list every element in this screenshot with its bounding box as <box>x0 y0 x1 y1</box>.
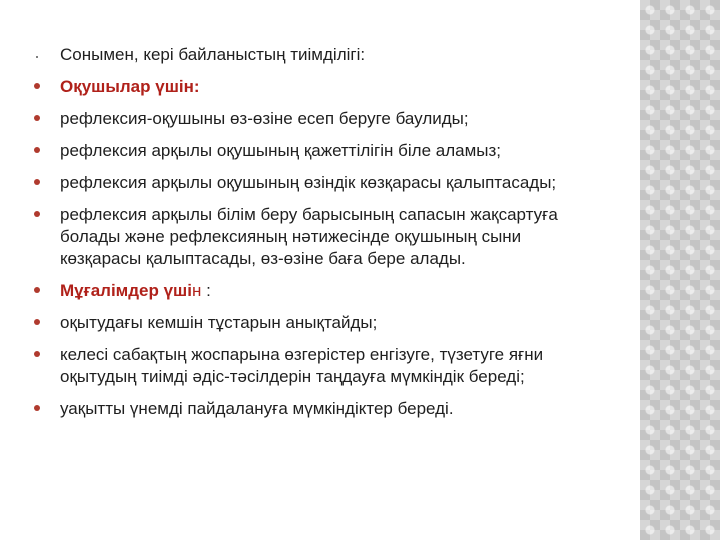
list-item <box>32 344 602 388</box>
bullet-dot-icon <box>34 115 40 121</box>
list-item-text: Сонымен, кері байланыстың тиімділігі: <box>60 45 366 64</box>
heading-teachers-normal: н <box>191 281 202 300</box>
list-item <box>32 312 602 334</box>
list-item-text: рефлексия арқылы оқушының қажеттілігін біле аламыз; <box>60 141 501 160</box>
bullet-dot-icon <box>34 83 40 89</box>
bullet-dot-icon <box>34 179 40 185</box>
bullet-dot-icon <box>34 287 40 293</box>
list-item <box>32 172 602 194</box>
list-item <box>32 140 602 162</box>
list-item <box>32 204 602 270</box>
bullet-dot-icon <box>34 351 40 357</box>
list-item-text: уақытты үнемді пайдалануға мүмкіндіктер береді. <box>60 399 454 418</box>
list-item-text: оқытудағы кемшін тұстарын анықтайды; <box>60 313 378 332</box>
list-item-heading-teachers <box>32 280 602 302</box>
heading-teachers-bold: Мұғалімдер үші <box>60 281 192 300</box>
bullet-dot-icon <box>34 319 40 325</box>
list-item-text: келесі сабақтың жоспарына өзгерістер енгізуге, түзетуге яғни оқытудың тиімді әдіс-тәсілдерін таңдауға мүмкіндік береді; <box>60 345 544 386</box>
list-item <box>32 108 602 130</box>
bullet-dot-icon <box>36 56 38 58</box>
bullet-dot-icon <box>34 147 40 153</box>
decorative-pattern-strip <box>640 0 720 540</box>
list-item <box>32 44 602 66</box>
list-item-heading-students <box>32 76 602 98</box>
heading-students: Оқушылар үшін: <box>60 77 200 96</box>
bullet-list <box>32 44 602 430</box>
list-item-text: рефлексия арқылы оқушының өзіндік көзқарасы қалыптасады; <box>60 173 557 192</box>
list-item-text: рефлексия арқылы білім беру барысының сапасын жақсартуға болады және рефлексияның нәтижесінде оқушының сыни көзқарасы қалыптасады, өз-өзіне баға бере алады. <box>60 205 558 268</box>
bullet-dot-icon <box>34 211 40 217</box>
heading-teachers-tail: : <box>201 281 211 300</box>
list-item-text: рефлексия-оқушыны өз-өзіне есеп беруге баулиды; <box>60 109 469 128</box>
bullet-dot-icon <box>34 405 40 411</box>
list-item <box>32 398 602 420</box>
